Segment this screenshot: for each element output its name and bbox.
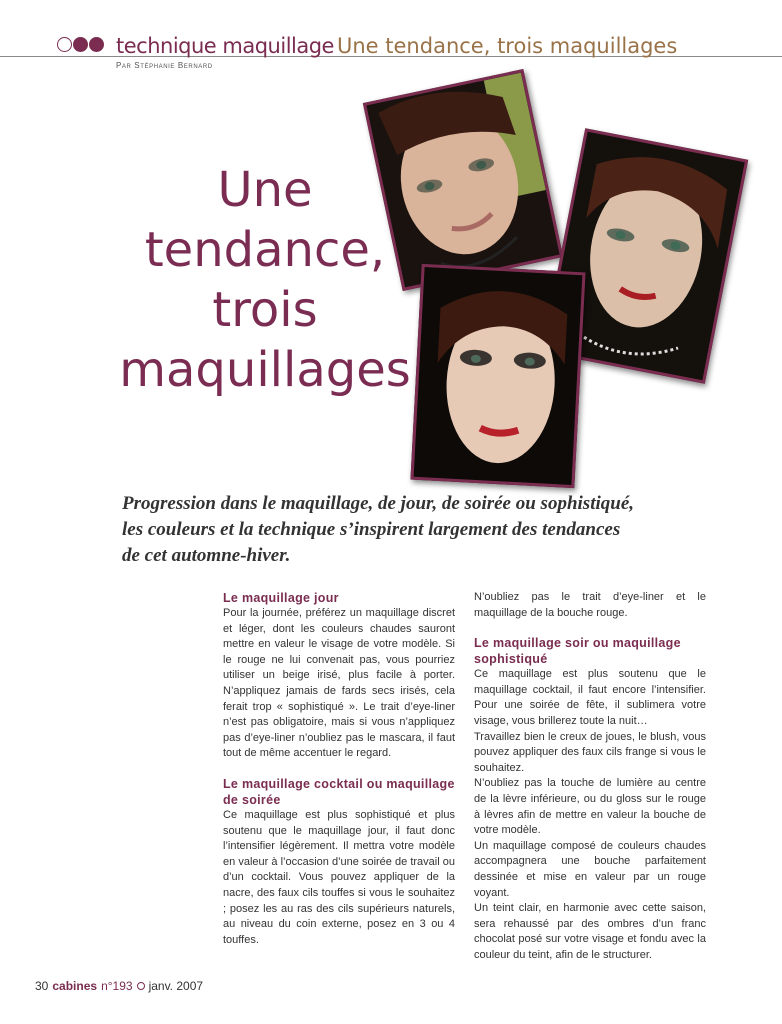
article-column-1 bbox=[223, 590, 455, 948]
paragraph-evening-1: Ce maquillage est plus soutenu que le maquillage cocktail, il faut encore l’intensifier. Pour une soirée de fête, il sublimera votre visage, vous brillerez toute la nuit… bbox=[474, 668, 706, 727]
headline-line: Une bbox=[217, 162, 313, 218]
byline: Par Stéphanie Bernard bbox=[116, 61, 213, 70]
paragraph-evening-5: Un teint clair, en harmonie avec cette saison, sera rehaussé par des ombres d’un franc chocolat posé sur votre visage et fondu avec la couleur du teint, afin de le structurer. bbox=[474, 902, 706, 961]
lead-line: Progression dans le maquillage, de jour, de soirée ou sophistiqué, bbox=[122, 493, 634, 514]
circle-bullet-icon bbox=[137, 982, 145, 990]
paragraph-cocktail-end: N’oubliez pas le trait d’eye-liner et le maquillage de la bouche rouge. bbox=[474, 591, 706, 619]
circle-filled-icon bbox=[73, 37, 88, 52]
headline-line: maquillages bbox=[119, 342, 411, 398]
circle-filled-icon bbox=[89, 37, 104, 52]
article-column-2 bbox=[474, 590, 706, 963]
paragraph-evening-4: Un maquillage composé de couleurs chaudes accompagnera une bouche parfaitement dessinée et mise en valeur par un rouge voyant. bbox=[474, 839, 706, 899]
headline-line: trois bbox=[212, 282, 318, 338]
headline-line: tendance, bbox=[144, 222, 386, 278]
circle-outline-icon bbox=[57, 37, 72, 52]
page-footer bbox=[35, 979, 203, 993]
magazine-name: cabines bbox=[52, 979, 98, 993]
subheading-evening: Le maquillage soir ou maquillage sophistiqué bbox=[474, 636, 681, 667]
subheading-day: Le maquillage jour bbox=[223, 591, 339, 605]
section-logo-circles bbox=[57, 37, 104, 57]
lead-paragraph bbox=[122, 491, 682, 569]
lead-line: de cet automne-hiver. bbox=[122, 545, 291, 566]
paragraph-cocktail: Ce maquillage est plus sophistiqué et plus soutenu que le maquillage jour, il faut donc l’intensifier légèrement. Il mettra votre modèle en valeur à l’occasion d’une soirée de travail ou d’un cocktail. Vous pouvez appliquer de la nacre, des faux cils touffes si vous le souhaitez ; posez les au ras des cils supérieurs naturels, au niveau du coin externe, posez en 3 ou 4 touffes. bbox=[223, 808, 455, 946]
issue-date: janv. 2007 bbox=[148, 979, 204, 993]
lead-line: les couleurs et la technique s’inspirent largement des tendances bbox=[122, 519, 621, 540]
paragraph-day: Pour la journée, préférez un maquillage discret et léger, dont les couleurs chaudes sauront mettre en valeur le visage de votre modèle. Si le rouge ne lui convenait pas, vous pourriez utiliser un beige irisé, plus facile à porter. N’appliquez jamais de fards secs irisés, cela ferait trop « sophistiqué ». Le trait d’eye-liner n’est pas obligatoire, mais si vous n’appliquez pas d’eye-liner n’oubliez pas le mascara, il faut tout de même accentuer le regard. bbox=[223, 607, 455, 760]
header-title: Une tendance, trois maquillages bbox=[337, 34, 678, 58]
paragraph-evening-2: Travaillez bien le creux de joues, le blush, vous pouvez appliquer des faux cils frange si vous le souhaitez. bbox=[474, 730, 706, 774]
issue-number: n°193 bbox=[101, 979, 133, 993]
page-number: 30 bbox=[35, 979, 49, 993]
subheading-cocktail: Le maquillage cocktail ou maquillage de soirée bbox=[223, 776, 455, 807]
section-label: technique maquillage bbox=[116, 34, 334, 58]
headline bbox=[100, 160, 430, 400]
portrait-photo-sophisticated bbox=[410, 264, 585, 488]
paragraph-evening-3: N’oubliez pas la touche de lumière au centre de la lèvre inférieure, ou du gloss sur le rouge à lèvres afin de mettre en valeur la bouche de votre modèle. bbox=[474, 777, 706, 837]
